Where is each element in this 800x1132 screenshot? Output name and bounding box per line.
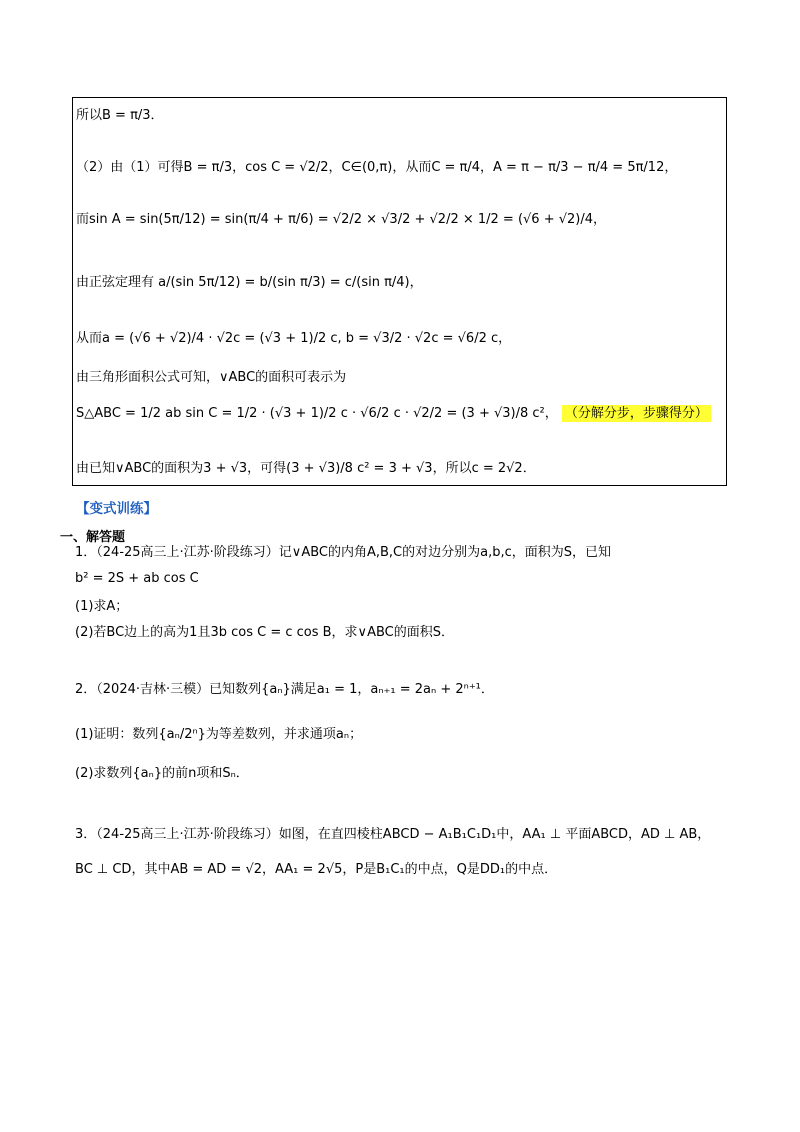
- subsection-title: 一、解答题: [60, 530, 126, 545]
- q1-part-1: (1)求A；: [75, 599, 129, 614]
- solution-box: [72, 97, 727, 486]
- q2-part-1: (1)证明：数列{aₙ/2ⁿ}为等差数列，并求通项aₙ；: [75, 727, 363, 742]
- q3-condition: BC ⊥ CD，其中AB = AD = √2，AA₁ = 2√5，P是B₁C₁的中点，Q是DD₁的中点．: [75, 862, 558, 877]
- q1-stem: 1．（24-25高三上·江苏·阶段练习）记∨ABC的内角A,B,C的对边分别为a,b,c，面积为S，已知: [75, 545, 612, 560]
- solution-line-3: 而sin A = sin(5π/12) = sin(π/4 + π/6) = √2/2 × √3/2 + √2/2 × 1/2 = (√6 + √2)/4，: [76, 212, 607, 227]
- solution-line-1: 所以B = π/3．: [76, 108, 164, 123]
- q3-stem: 3．（24-25高三上·江苏·阶段练习）如图，在直四棱柱ABCD − A₁B₁C₁D₁中，AA₁ ⊥ 平面ABCD，AD ⊥ AB，: [75, 827, 711, 842]
- area-formula: S△ABC = 1/2 ab sin C = 1/2 · (√3 + 1)/2 c · √6/2 c · √2/2 = (3 + √3)/8 c²，: [76, 406, 558, 421]
- q2-part-2: (2)求数列{aₙ}的前n项和Sₙ．: [75, 766, 249, 781]
- q1-part-2: (2)若BC边上的高为1且3b cos C = c cos B，求∨ABC的面积S．: [75, 625, 454, 640]
- q2-stem: 2．（2024·吉林·三模）已知数列{aₙ}满足a₁ = 1，aₙ₊₁ = 2aₙ + 2ⁿ⁺¹．: [75, 682, 494, 697]
- solution-line-2: （2）由（1）可得B = π/3，cos C = √2/2，C∈(0,π)，从而C = π/4，A = π − π/3 − π/4 = 5π/12，: [76, 160, 678, 175]
- solution-line-6: 由三角形面积公式可知，∨ABC的面积可表示为: [76, 370, 347, 385]
- solution-line-8: 由已知∨ABC的面积为3 + √3，可得(3 + √3)/8 c² = 3 + √3，所以c = 2√2．: [76, 461, 536, 476]
- solution-line-7: [76, 406, 711, 422]
- solution-line-5: 从而a = (√6 + √2)/4 · √2c = (√3 + 1)/2 c, b = √3/2 · √2c = √6/2 c，: [76, 331, 512, 346]
- section-title: 【变式训练】: [76, 501, 157, 517]
- solution-line-4: 由正弦定理有 a/(sin 5π/12) = b/(sin π/3) = c/(sin π/4)，: [76, 275, 423, 290]
- scoring-highlight: （分解分步，步骤得分）: [562, 405, 711, 422]
- q1-condition: b² = 2S + ab cos C: [75, 571, 199, 586]
